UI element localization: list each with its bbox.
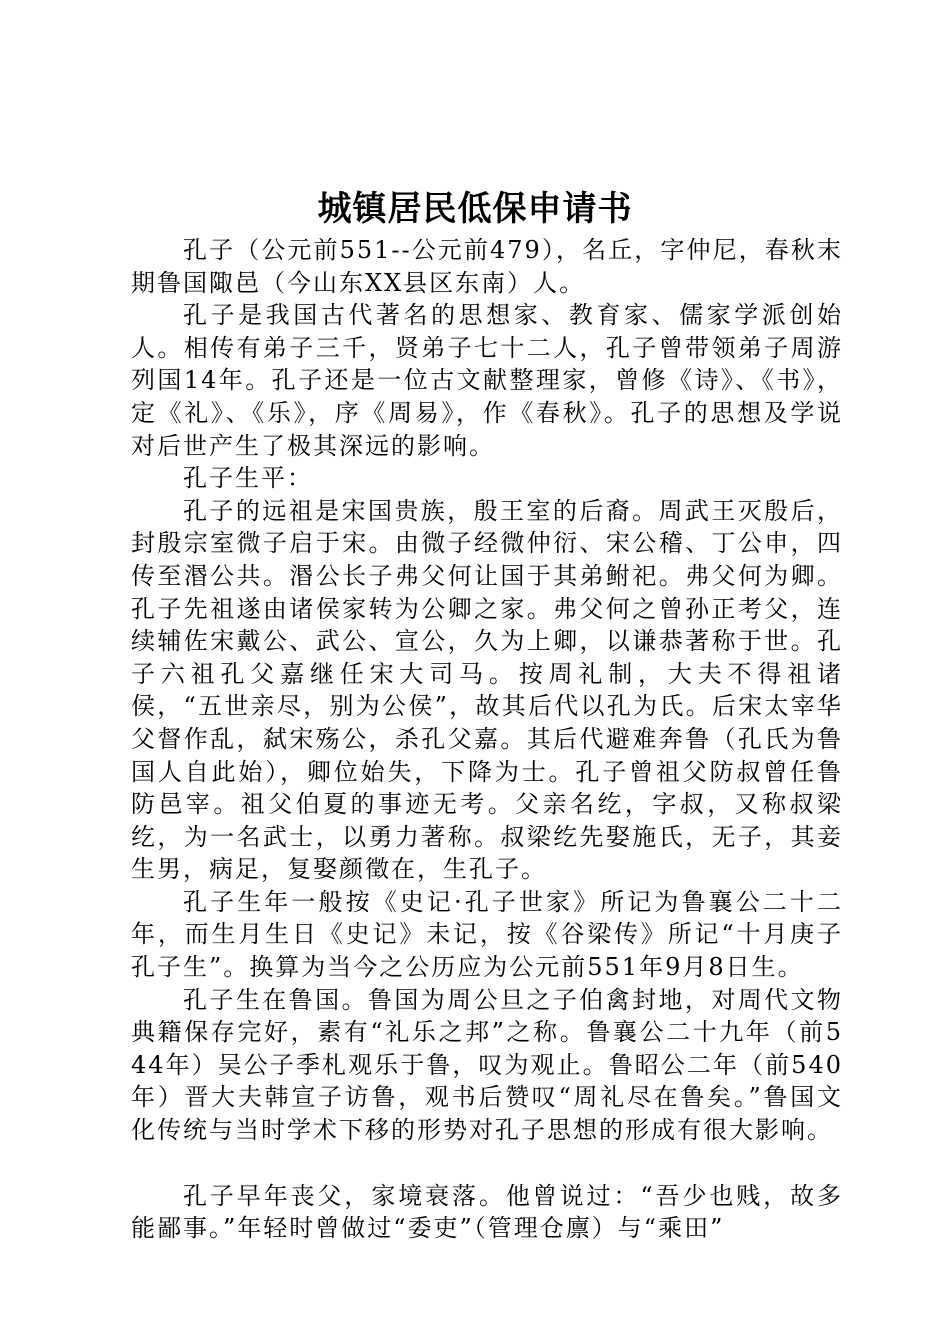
document-title: 城镇居民低保申请书	[317, 189, 633, 229]
paragraph-lu-state: 孔子生在鲁国。鲁国为周公旦之子伯禽封地，对周代文物典籍保存完好，素有“礼乐之邦”之称。鲁襄公二十九年（前544年）吴公子季札观乐于鲁，叹为观止。鲁昭公二年（前540年）晋大夫韩宣子访鲁，观书后赞叹“周礼尽在鲁矣。”鲁国文化传统与当时学术下移的形势对孔子思想的形成有很大影响。	[131, 985, 843, 1145]
paragraph-birth: 孔子生年一般按《史记·孔子世家》所记为鲁襄公二十二年，而生月生日《史记》未记，按《谷梁传》所记“十月庚子孔子生”。换算为当今之公历应为公元前551年9月8日生。	[131, 887, 843, 982]
paragraph-ancestry: 孔子的远祖是宋国贵族，殷王室的后裔。周武王灭殷后，封殷宗室微子启于宋。由微子经微仲衍、宋公稽、丁公申，四传至湣公共。湣公长子弗父何让国于其弟鲋祀。弗父何为卿。孔子先祖遂由诸侯家转为公卿之家。弗父何之曾孙正考父，连续辅佐宋戴公、武公、宣公，久为上卿，以谦恭著称于世。孔子六祖孔父嘉继任宋大司马。按周礼制，大夫不得祖诸侯，“五世亲尽，别为公侯”，故其后代以孔为氏。后宋太宰华父督作乱，弑宋殇公，杀孔父嘉。其后代避难奔鲁（孔氏为鲁国人自此始），卿位始失，下降为士。孔子曾祖父防叔曾任鲁防邑宰。祖父伯夏的事迹无考。父亲名纥，字叔，又称叔梁纥，为一名武士，以勇力著称。叔梁纥先娶施氏，无子，其妾生男，病足，复娶颜徵在，生孔子。	[131, 496, 843, 884]
document-body	[131, 234, 843, 1245]
paragraph-heading-biography: 孔子生平：	[183, 464, 313, 493]
paragraph-overview: 孔子是我国古代著名的思想家、教育家、儒家学派创始人。相传有弟子三千，贤弟子七十二人，孔子曾带领弟子周游列国14年。孔子还是一位古文献整理家，曾修《诗》、《书》，定《礼》、《乐》，序《周易》，作《春秋》。孔子的思想及学说对后世产生了极其深远的影响。	[131, 301, 843, 460]
paragraph-early-life: 孔子早年丧父，家境衰落。他曾说过：“吾少也贱，故多能鄙事。”年轻时曾做过“委吏”（管理仓廪）与“乘田”	[131, 1181, 843, 1243]
paragraph-intro: 孔子（公元前551--公元前479），名丘，字仲尼，春秋末期鲁国陬邑（今山东XX县区东南）人。	[131, 236, 843, 297]
paragraph-spacer	[131, 1147, 843, 1180]
